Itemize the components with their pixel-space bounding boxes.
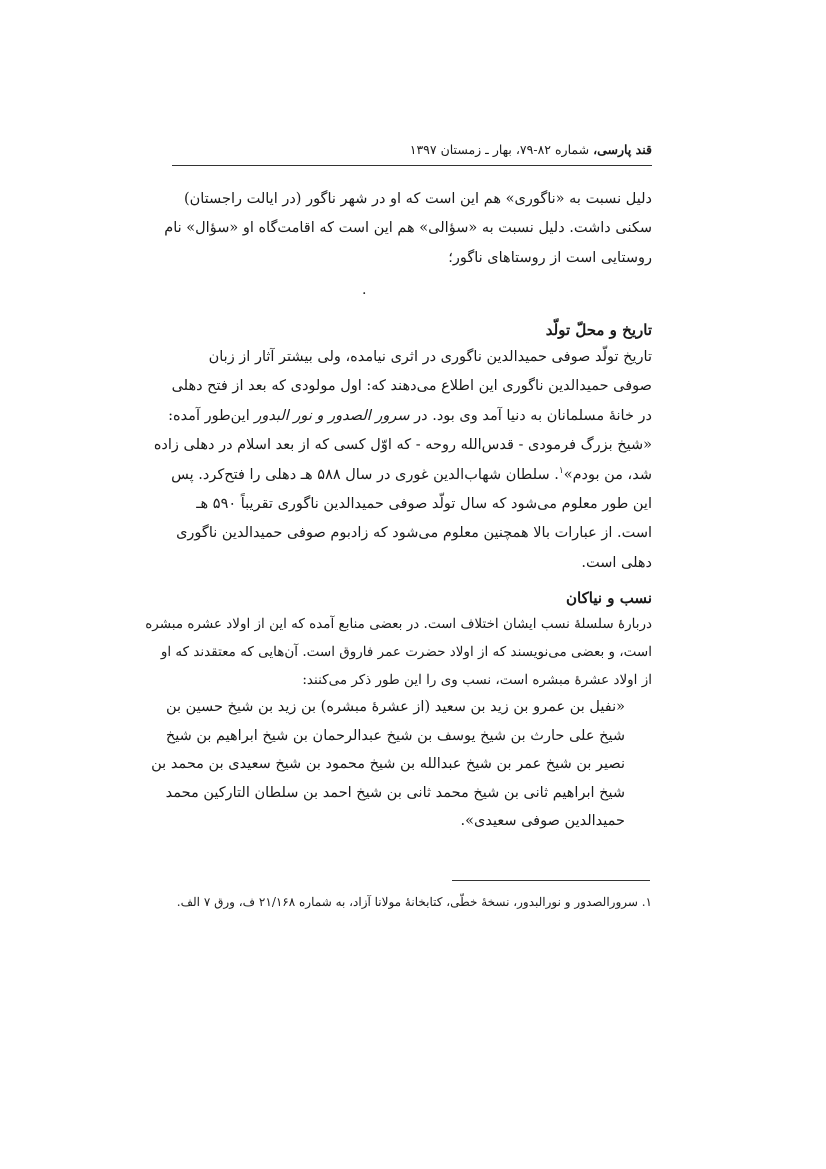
- separator-dot: .: [362, 282, 367, 298]
- footnote-divider: [452, 880, 650, 881]
- footnote-ref[interactable]: ۱: [558, 465, 564, 476]
- intro-line: سکنی داشت. دلیل نسبت به «سؤالی» هم این است که اقامت‌گاه او «سؤال» نام: [164, 220, 652, 237]
- body-line: این طور معلوم می‌شود که سال تولّد صوفی حمیدالدین ناگوری تقریباً ۵۹۰ هـ: [196, 496, 652, 513]
- section-heading-birth: تاریخ و محلّ تولّد: [545, 321, 652, 339]
- intro-line: روستایی است از روستاهای ناگور؛: [448, 249, 652, 266]
- body-line: دربارهٔ سلسلهٔ نسب ایشان اختلاف است. در بعضی منابع آمده که این از اولاد عشره مبشره: [145, 616, 652, 632]
- birth-paragraph: [153, 343, 652, 578]
- body-line: [172, 461, 652, 490]
- lineage-paragraph: [145, 610, 652, 694]
- text-run: در خانهٔ مسلمانان به دنیا آمد وی بود. در: [409, 407, 652, 424]
- quote-line: «نفیل بن عمرو بن زید بن سعید (از عشرهٔ مبشره) بن زید بن شیخ حسین بن: [165, 699, 625, 715]
- running-header: [172, 140, 652, 160]
- journal-title: قند پارسی،: [593, 142, 652, 157]
- body-line: از اولاد عشرهٔ مبشره است، نسب وی را این طور ذکر می‌کنند:: [302, 672, 652, 688]
- book-title: سرور الصدور و نور البدور: [254, 407, 410, 424]
- intro-line: دلیل نسبت به «ناگوری» هم این است که او در شهر ناگور (در ایالت راجستان): [183, 191, 652, 207]
- body-line: [168, 402, 652, 431]
- body-line: است. از عبارات بالا همچنین معلوم می‌شود که زادبوم صوفی حمیدالدین ناگوری: [176, 525, 652, 542]
- text-run: این‌طور آمده:: [168, 407, 255, 424]
- intro-paragraph: [164, 185, 652, 273]
- quote-line: نصیر بن شیخ عمر بن شیخ عبدالله بن شیخ محمود بن شیخ سعیدی بن محمد بن: [151, 756, 625, 773]
- quote-line: شیخ ابراهیم ثانی بن شیخ محمد ثانی بن شیخ احمد بن سلطان التارکین محمد: [165, 784, 625, 801]
- header-divider: [172, 165, 652, 166]
- footnote: ۱. سرورالصدور و نورالبدور، نسخهٔ خطّی، کتابخانهٔ مولانا آزاد، به شماره ۲۱/۱۶۸ ف، ورق ۷ الف.: [176, 895, 652, 909]
- issue-info: شماره ۸۲-۷۹، بهار ـ زمستان ۱۳۹۷: [409, 142, 594, 157]
- body-line: «شیخ بزرگ فرمودی - قدس‌الله روحه - که اوّل کسی که از بعد اسلام در دهلی زاده: [153, 437, 652, 454]
- body-line: دهلی است.: [581, 554, 652, 571]
- body-line: صوفی حمیدالدین ناگوری این اطلاع می‌دهند که: اول مولودی که بعد از فتح دهلی: [171, 378, 652, 395]
- body-line: است، و بعضی می‌نویسند که از اولاد حضرت عمر فاروق است. آن‌هایی که معتقدند که او: [160, 644, 652, 660]
- body-line: تاریخ تولّد صوفی حمیدالدین ناگوری در اثری نیامده، ولی بیشتر آثار از زبان: [208, 349, 652, 365]
- text-run: شد، من بودم»: [563, 466, 652, 483]
- quote-line: شیخ علی حارث بن شیخ یوسف بن شیخ عبدالرحمان بن شیخ ابراهیم بن شیخ: [165, 727, 625, 744]
- lineage-quote: [151, 693, 625, 836]
- quote-line: حمیدالدین صوفی سعیدی».: [460, 813, 625, 830]
- text-run: . سلطان شهاب‌الدین غوری در سال ۵۸۸ هـ دهلی را فتح‌کرد. پس: [171, 466, 559, 483]
- section-heading-lineage: نسب و نیاکان: [566, 589, 652, 607]
